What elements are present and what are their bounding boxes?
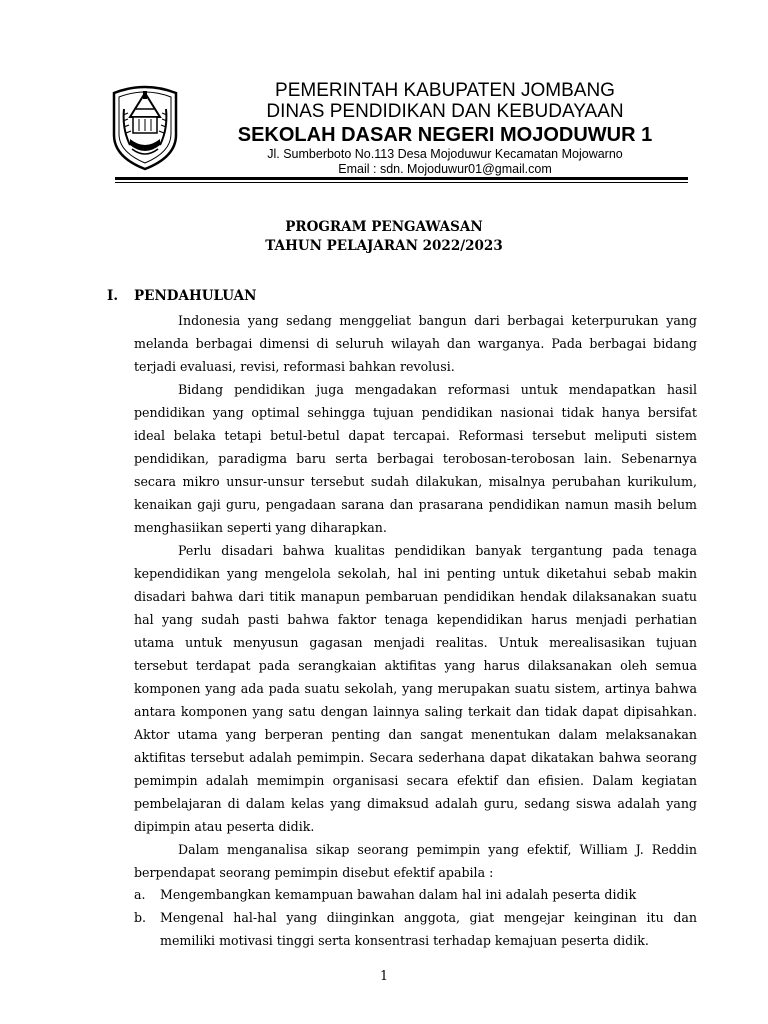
school-email: Email : sdn. Mojoduwur01@gmail.com [338,162,552,176]
section-heading: PENDAHULUAN [134,288,257,304]
school-address: Jl. Sumberboto No.113 Desa Mojoduwur Kecamatan Mojowarno [267,147,623,161]
document-title [0,218,768,256]
criteria-list [134,883,697,952]
department-name: DINAS PENDIDIKAN DAN KEBUDAYAAN [266,101,624,122]
list-item-text: Mengenal hal-hal yang diinginkan anggota, giat mengejar keinginan itu dan memiliki motivasi tinggi serta konsentrasi terhadap kemajuan peserta didik. [160,910,697,948]
list-item [134,906,697,952]
paragraph: Indonesia yang sedang menggeliat bangun dari berbagai keterpurukan yang melanda berbagai dimensi di seluruh wilayah dan warganya. Pada berbagai bidang terjadi evaluasi, revisi, reformasi bahkan revolusi. [134,313,697,374]
letterhead [0,0,768,190]
letterhead-divider-thin [115,182,688,183]
document-title-line2: TAHUN PELAJARAN 2022/2023 [265,238,503,254]
list-item-text: Mengembangkan kemampuan bawahan dalam hal ini adalah peserta didik [160,887,637,902]
section-number: I. [107,288,119,304]
paragraph: Bidang pendidikan juga mengadakan reformasi untuk mendapatkan hasil pendidikan yang optimal sehingga tujuan pendidikan nasionai tidak hanya bersifat ideal belaka tetapi betul-betul dapat tercapai. Reformasi tersebut meliputi sistem pendidikan, paradigma baru serta berbagai terobosan-terobosan lain. Sebenarnya secara mikro unsur-unsur tersebut sudah dilakukan, misalnya perubahan kurikulum, kenaikan gaji guru, pengadaan sarana dan prasarana pendidikan namun masih belum menghasiikan seperti yang diharapkan. [134,382,697,535]
paragraph: Perlu disadari bahwa kualitas pendidikan banyak tergantung pada tenaga kependidikan yang mengelola sekolah, hal ini penting untuk diketahui sebab makin disadari bahwa dari titik manapun pembaruan pendidikan hendak dilaksanakan suatu hal yang sudah pasti bahwa faktor tenaga kependidikan harus menjadi perhatian utama untuk menyusun gagasan menjadi realitas. Untuk merealisasikan tujuan tersebut terdapat pada serangkaian aktifitas yang harus dilaksanakan oleh semua komponen yang ada pada suatu sekolah, yang merupakan suatu sistem, artinya bahwa antara komponen yang satu dengan lainnya saling terkait dan tidak dapat dipisahkan. Aktor utama yang berperan penting dan sangat menentukan dalam melaksanakan aktifitas tersebut adalah pemimpin. Secara sederhana dapat dikatakan bahwa seorang pemimpin adalah memimpin organisasi secara efektif dan efisien. Dalam kegiatan pembelajaran di dalam kelas yang dimaksud adalah guru, sedang siswa adalah yang dipimpin atau peserta didik. [134,543,697,834]
letterhead-divider-thick [115,177,688,180]
government-name: PEMERINTAH KABUPATEN JOMBANG [275,80,615,101]
paragraph: Dalam menganalisa sikap seorang pemimpin yang efektif, William J. Reddin berpendapat seorang pemimpin disebut efektif apabila : [134,842,697,880]
list-marker: a. [134,887,146,902]
document-title-line1: PROGRAM PENGAWASAN [285,219,483,235]
list-marker: b. [134,910,147,925]
list-item [134,883,697,906]
school-name: SEKOLAH DASAR NEGERI MOJODUWUR 1 [237,124,653,146]
jombang-regency-emblem-icon [106,79,184,171]
section-body [134,309,697,884]
letterhead-text [200,80,690,177]
page-number: 1 [379,968,388,983]
